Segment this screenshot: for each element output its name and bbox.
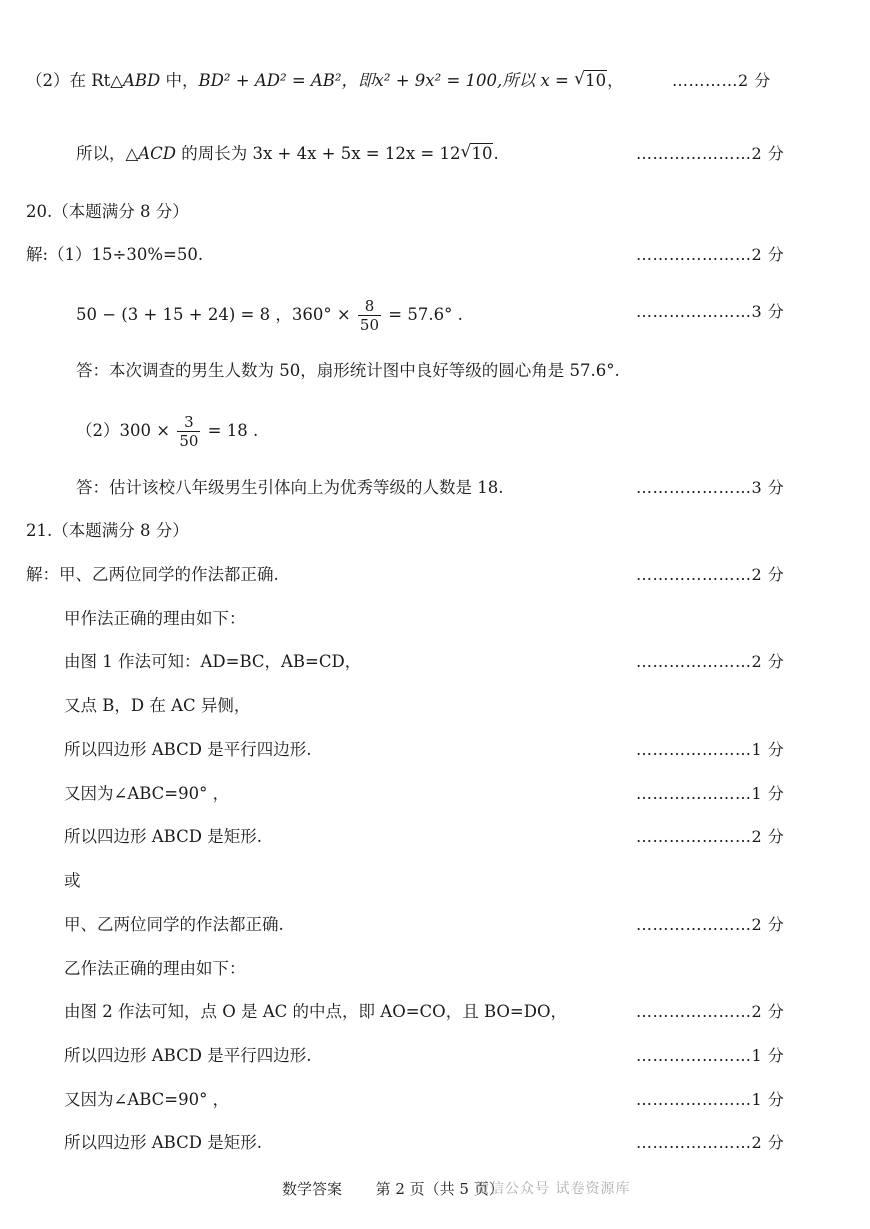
q20-answer1-line — [0, 356, 870, 386]
footer-page-number: 第 2 页（共 5 页） — [375, 1180, 504, 1198]
score-marker: …………………2 分 — [636, 565, 785, 584]
score-marker: …………………1 分 — [636, 784, 785, 803]
q21-header: 21.（本题满分 8 分） — [26, 521, 189, 540]
q19-part2-line — [0, 66, 870, 96]
q21-line — [0, 604, 870, 634]
footer-subject: 数学答案 — [282, 1180, 343, 1198]
q20-header: 20.（本题满分 8 分） — [26, 202, 189, 221]
q20-answer2-line — [0, 473, 870, 503]
q21-line — [0, 779, 870, 809]
q21-line-text: 所以四边形 ABCD 是矩形. — [64, 1133, 262, 1152]
q21-line — [0, 866, 870, 896]
score-marker: …………………2 分 — [636, 1133, 785, 1152]
q19-part2-text — [26, 66, 624, 96]
q20-part1-line — [0, 240, 870, 270]
q21-line-text: 甲作法正确的理由如下： — [64, 609, 246, 628]
q19-perimeter-equation: 的周长为 3x + 4x + 5x = 12x = 12 — [175, 144, 461, 163]
q20-part2-expr-a: （2）300 × — [76, 421, 176, 440]
score-marker: …………………2 分 — [636, 827, 785, 846]
q21-line — [0, 647, 870, 677]
q19-part2-prefix: （2）在 Rt△ — [26, 71, 123, 90]
q21-header-line — [0, 516, 870, 546]
q21-line-text: 由图 1 作法可知：AD=BC，AB=CD， — [64, 652, 362, 671]
q20-angle-expr-a: 50 − (3 + 15 + 24) = 8 ，360° × — [76, 305, 356, 324]
q21-line — [0, 1128, 870, 1158]
score-marker: …………………1 分 — [636, 1046, 785, 1065]
page-footer — [282, 1176, 504, 1202]
q21-line — [0, 997, 870, 1027]
score-marker: …………………2 分 — [636, 245, 785, 264]
score-marker: …………2 分 — [672, 71, 771, 90]
fraction-denominator: 50 — [359, 316, 380, 334]
q20-answer2-text: 答：估计该校八年级男生引体向上为优秀等级的人数是 18. — [76, 478, 504, 497]
q21-line — [0, 954, 870, 984]
q19-part2-sqrt-value: 10 — [585, 71, 607, 90]
fraction — [177, 413, 200, 450]
q19-perimeter-text — [76, 139, 499, 169]
q21-line — [0, 910, 870, 940]
q21-line-text: 或 — [64, 871, 81, 890]
score-marker: …………………1 分 — [636, 740, 785, 759]
q20-part2-line — [0, 413, 870, 450]
q20-header-line — [0, 197, 870, 227]
score-marker: …………………2 分 — [636, 652, 785, 671]
score-marker: …………………2 分 — [636, 915, 785, 934]
q21-line — [0, 822, 870, 852]
watermark-text: 微信公众号 试卷资源库 — [475, 1181, 631, 1197]
q20-angle-expr-b: = 57.6° . — [383, 305, 463, 324]
q21-line-text: 解：甲、乙两位同学的作法都正确. — [26, 565, 279, 584]
q21-line — [0, 691, 870, 721]
q19-perimeter-prefix: 所以，△ — [76, 144, 139, 163]
score-marker: …………………2 分 — [636, 1002, 785, 1021]
q21-line-text: 所以四边形 ABCD 是平行四边形. — [64, 1046, 312, 1065]
q19-part2-triangle: ABD — [123, 71, 161, 90]
sqrt-symbol — [574, 66, 607, 96]
sqrt-symbol — [460, 139, 493, 169]
q19-part2-equation: BD² + AD² = AB²，即x² + 9x² = 100,所以 x = — [198, 71, 575, 90]
q21-line — [0, 1041, 870, 1071]
score-marker: …………………1 分 — [636, 1090, 785, 1109]
q21-line-text: 甲、乙两位同学的作法都正确. — [64, 915, 284, 934]
q20-answer1-text: 答：本次调查的男生人数为 50，扇形统计图中良好等级的圆心角是 57.6°. — [76, 361, 620, 380]
q19-part2-tail: ， — [607, 71, 624, 90]
q21-line-text: 又因为∠ABC=90° ， — [64, 784, 230, 803]
fraction-numerator: 8 — [364, 297, 375, 315]
q19-part2-mid: 中， — [160, 71, 199, 90]
score-marker: …………………3 分 — [636, 478, 785, 497]
fraction — [358, 297, 381, 334]
q21-line-text: 乙作法正确的理由如下： — [64, 959, 246, 978]
q21-line-text: 又因为∠ABC=90° ， — [64, 1090, 230, 1109]
fraction-denominator: 50 — [179, 432, 199, 450]
q21-line — [0, 560, 870, 590]
fraction-numerator: 3 — [184, 413, 194, 431]
q19-perimeter-triangle: ACD — [138, 144, 176, 163]
q21-line-text: 又点 B，D 在 AC 异侧， — [64, 696, 251, 715]
q20-part2-text — [76, 413, 258, 450]
q21-line-text: 所以四边形 ABCD 是平行四边形. — [64, 740, 312, 759]
q20-angle-text — [76, 297, 463, 334]
q20-part1-text: 解:（1）15÷30%=50. — [26, 245, 204, 264]
q20-part2-expr-b: = 18 . — [202, 421, 259, 440]
q21-line-text: 由图 2 作法可知，点 O 是 AC 的中点，即 AO=CO，且 BO=DO， — [64, 1002, 567, 1021]
q20-angle-line — [0, 297, 870, 334]
score-marker: …………………3 分 — [636, 302, 785, 321]
q21-line — [0, 1085, 870, 1115]
q19-perimeter-line — [0, 139, 870, 169]
score-marker: …………………2 分 — [636, 144, 785, 163]
q19-perimeter-sqrt-value: 10 — [471, 144, 493, 163]
q21-line-text: 所以四边形 ABCD 是矩形. — [64, 827, 262, 846]
q19-perimeter-tail: . — [493, 144, 499, 163]
q21-line — [0, 735, 870, 765]
